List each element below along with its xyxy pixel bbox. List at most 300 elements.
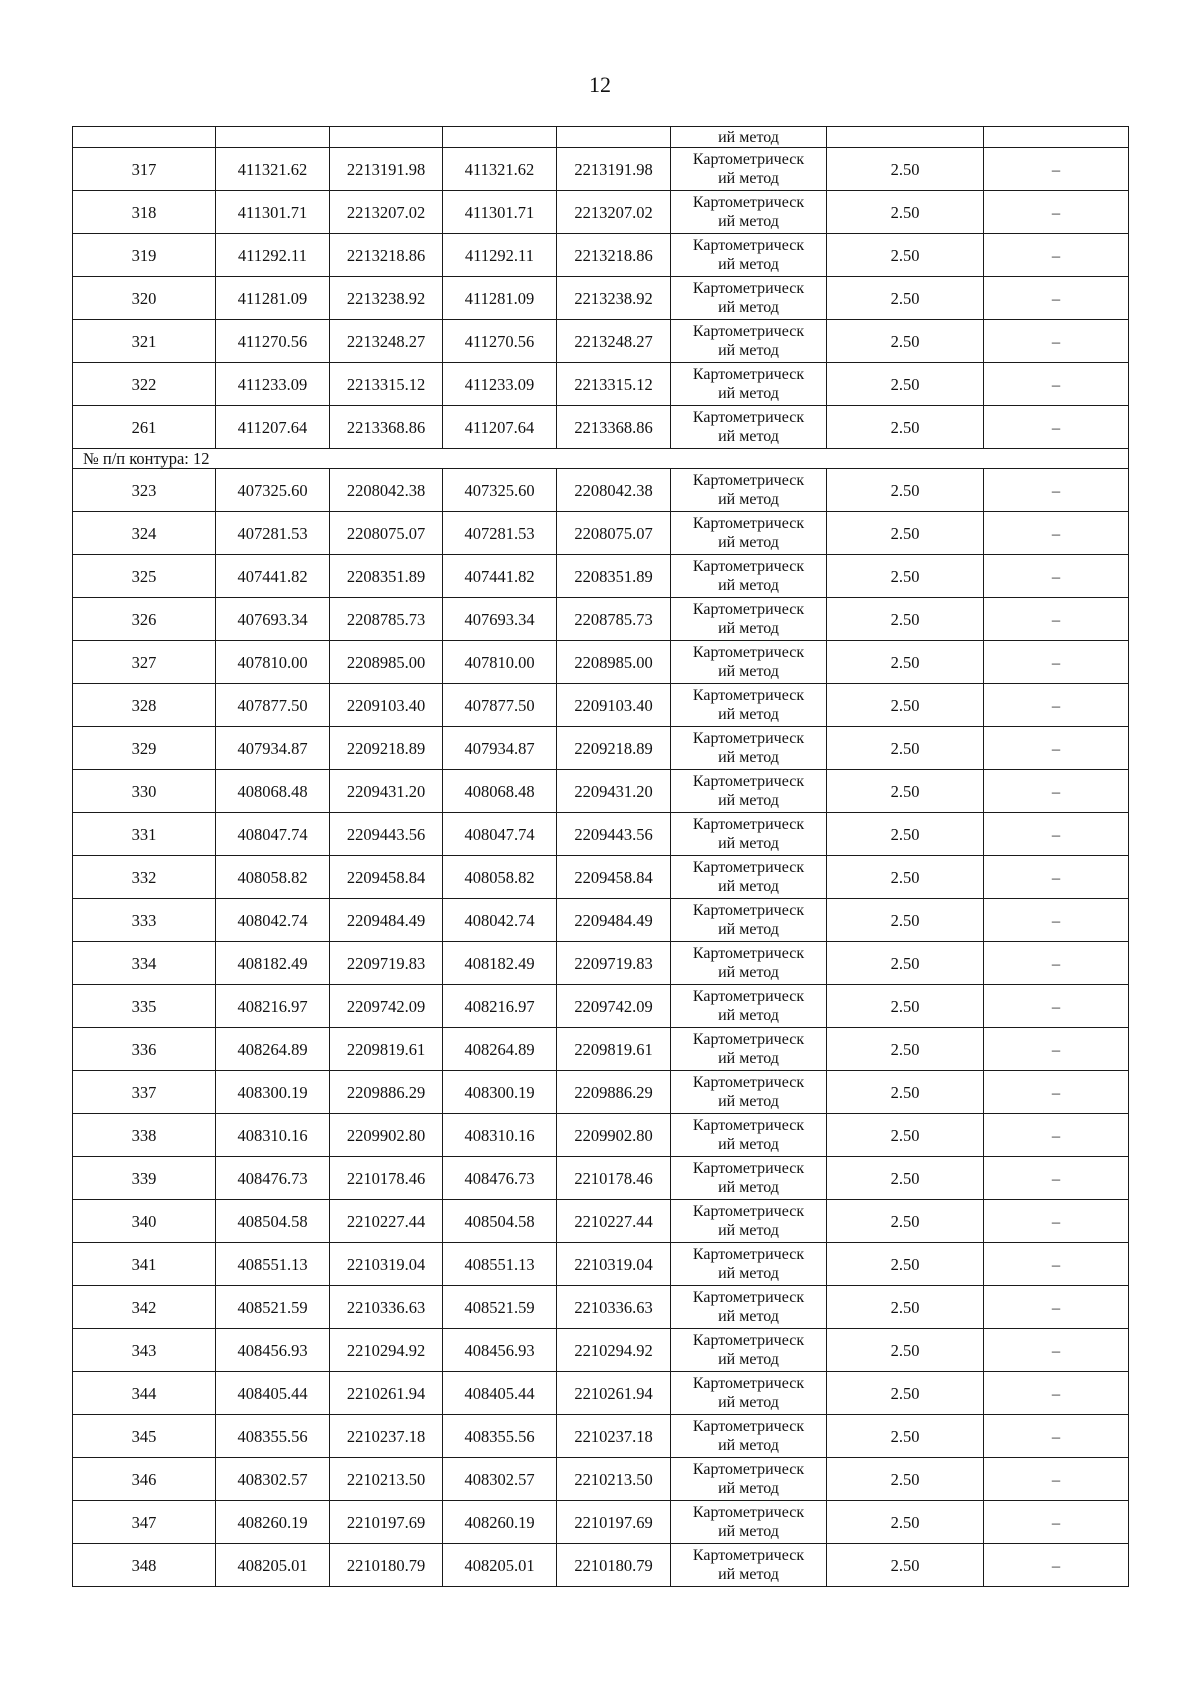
method-line-2: ий метод: [718, 878, 779, 895]
cell-y-existing: 2210237.18: [330, 1415, 443, 1458]
cell-method: [671, 942, 827, 985]
cell-x-existing: 408042.74: [216, 899, 330, 942]
cell-x-refined: 407934.87: [443, 727, 557, 770]
cell-x-refined: 408521.59: [443, 1286, 557, 1329]
cell-accuracy: 2.50: [827, 684, 984, 727]
method-line-2: ий метод: [718, 577, 779, 594]
cell-empty: [330, 127, 443, 148]
cell-accuracy: 2.50: [827, 942, 984, 985]
cell-y-refined: 2210227.44: [557, 1200, 671, 1243]
table-row: [73, 555, 1129, 598]
cell-accuracy: 2.50: [827, 1286, 984, 1329]
cell-accuracy: 2.50: [827, 469, 984, 512]
method-line-2: ий метод: [718, 792, 779, 809]
method-line-1: Картометрическ: [692, 280, 805, 297]
cell-method: [671, 1200, 827, 1243]
cell-point-number: 261: [73, 406, 216, 449]
table-row: [73, 512, 1129, 555]
cell-x-refined: 408355.56: [443, 1415, 557, 1458]
cell-x-existing: 408456.93: [216, 1329, 330, 1372]
method-line-2: ий метод: [718, 1136, 779, 1153]
cell-y-refined: 2213315.12: [557, 363, 671, 406]
method-line-2: ий метод: [718, 1351, 779, 1368]
cell-y-existing: 2210319.04: [330, 1243, 443, 1286]
cell-method: [671, 1157, 827, 1200]
cell-note: –: [984, 277, 1129, 320]
cell-note: –: [984, 641, 1129, 684]
cell-x-existing: 411321.62: [216, 148, 330, 191]
cell-y-refined: 2209431.20: [557, 770, 671, 813]
method-line-2: ий метод: [718, 342, 779, 359]
cell-point-number: 340: [73, 1200, 216, 1243]
cell-x-existing: 408355.56: [216, 1415, 330, 1458]
cell-note: –: [984, 234, 1129, 277]
cell-y-existing: 2209103.40: [330, 684, 443, 727]
cell-method: [671, 684, 827, 727]
cell-point-number: 337: [73, 1071, 216, 1114]
cell-point-number: 330: [73, 770, 216, 813]
method-line-1: Картометрическ: [692, 1160, 805, 1177]
cell-y-existing: 2209819.61: [330, 1028, 443, 1071]
cell-x-existing: 407934.87: [216, 727, 330, 770]
cell-method: [671, 1071, 827, 1114]
cell-x-refined: 407877.50: [443, 684, 557, 727]
cell-y-existing: 2208351.89: [330, 555, 443, 598]
cell-x-existing: 411281.09: [216, 277, 330, 320]
method-line-1: Картометрическ: [692, 773, 805, 790]
table-row: [73, 1200, 1129, 1243]
cell-method: [671, 1028, 827, 1071]
cell-accuracy: 2.50: [827, 363, 984, 406]
method-line-2: ий метод: [718, 1480, 779, 1497]
cell-y-existing: 2210227.44: [330, 1200, 443, 1243]
cell-x-refined: 408264.89: [443, 1028, 557, 1071]
method-line-2: ий метод: [718, 256, 779, 273]
cell-x-existing: 411292.11: [216, 234, 330, 277]
table-row: [73, 1243, 1129, 1286]
table-row: [73, 1501, 1129, 1544]
table-row: [73, 406, 1129, 449]
table-row: [73, 727, 1129, 770]
table-row: [73, 985, 1129, 1028]
cell-note: –: [984, 770, 1129, 813]
cell-y-refined: 2209218.89: [557, 727, 671, 770]
table-row: [73, 813, 1129, 856]
method-line-1: Картометрическ: [692, 237, 805, 254]
cell-x-existing: 408047.74: [216, 813, 330, 856]
method-line-2: ий метод: [718, 491, 779, 508]
cell-note: –: [984, 363, 1129, 406]
cell-note: –: [984, 942, 1129, 985]
table-row: [73, 234, 1129, 277]
cell-note: –: [984, 1028, 1129, 1071]
cell-method: [671, 641, 827, 684]
cell-point-number: 333: [73, 899, 216, 942]
cell-x-existing: 407325.60: [216, 469, 330, 512]
cell-y-existing: 2208075.07: [330, 512, 443, 555]
cell-x-refined: 407693.34: [443, 598, 557, 641]
method-line-1: Картометрическ: [692, 1246, 805, 1263]
cell-x-existing: 407810.00: [216, 641, 330, 684]
cell-method: [671, 813, 827, 856]
cell-accuracy: 2.50: [827, 1372, 984, 1415]
cell-accuracy: 2.50: [827, 899, 984, 942]
cell-accuracy: 2.50: [827, 512, 984, 555]
cell-y-existing: 2210294.92: [330, 1329, 443, 1372]
cell-point-number: 338: [73, 1114, 216, 1157]
cell-y-existing: 2209902.80: [330, 1114, 443, 1157]
cell-note: –: [984, 598, 1129, 641]
cell-x-refined: 408068.48: [443, 770, 557, 813]
cell-y-refined: 2213368.86: [557, 406, 671, 449]
cell-y-refined: 2209886.29: [557, 1071, 671, 1114]
table-row: [73, 598, 1129, 641]
cell-x-existing: 408476.73: [216, 1157, 330, 1200]
cell-note: –: [984, 1243, 1129, 1286]
cell-x-existing: 408405.44: [216, 1372, 330, 1415]
method-line-1: Картометрическ: [692, 558, 805, 575]
cell-point-number: 339: [73, 1157, 216, 1200]
cell-y-refined: 2209742.09: [557, 985, 671, 1028]
cell-y-existing: 2210178.46: [330, 1157, 443, 1200]
cell-y-refined: 2213191.98: [557, 148, 671, 191]
method-line-2: ий метод: [718, 385, 779, 402]
cell-accuracy: 2.50: [827, 191, 984, 234]
method-line-1: Картометрическ: [692, 687, 805, 704]
contour-header-row: [73, 449, 1129, 469]
table-row: [73, 899, 1129, 942]
method-line-1: Картометрическ: [692, 644, 805, 661]
cell-y-existing: 2208785.73: [330, 598, 443, 641]
cell-y-refined: 2208351.89: [557, 555, 671, 598]
cell-note: –: [984, 1114, 1129, 1157]
table-row: [73, 148, 1129, 191]
cell-x-refined: 411321.62: [443, 148, 557, 191]
cell-method-continued: ий метод: [671, 127, 827, 148]
cell-x-refined: 408456.93: [443, 1329, 557, 1372]
cell-note: –: [984, 512, 1129, 555]
cell-y-refined: 2208785.73: [557, 598, 671, 641]
cell-method: [671, 856, 827, 899]
cell-y-existing: 2210213.50: [330, 1458, 443, 1501]
cell-accuracy: 2.50: [827, 1157, 984, 1200]
table-row: [73, 1415, 1129, 1458]
cell-y-existing: 2213315.12: [330, 363, 443, 406]
cell-x-existing: 407441.82: [216, 555, 330, 598]
cell-point-number: 329: [73, 727, 216, 770]
table-row: [73, 641, 1129, 684]
contour-header: № п/п контура: 12: [73, 449, 1129, 469]
method-line-1: Картометрическ: [692, 1203, 805, 1220]
cell-note: –: [984, 1200, 1129, 1243]
cell-method: [671, 191, 827, 234]
table-row: [73, 363, 1129, 406]
cell-accuracy: 2.50: [827, 1458, 984, 1501]
cell-y-refined: 2209902.80: [557, 1114, 671, 1157]
cell-method: [671, 555, 827, 598]
method-line-1: Картометрическ: [692, 859, 805, 876]
cell-x-refined: 408182.49: [443, 942, 557, 985]
cell-accuracy: 2.50: [827, 277, 984, 320]
method-line-1: Картометрическ: [692, 515, 805, 532]
cell-method: [671, 985, 827, 1028]
cell-x-existing: 408551.13: [216, 1243, 330, 1286]
table-row: [73, 770, 1129, 813]
cell-x-existing: 408216.97: [216, 985, 330, 1028]
cell-x-existing: 408300.19: [216, 1071, 330, 1114]
cell-accuracy: 2.50: [827, 1243, 984, 1286]
cell-y-existing: 2209484.49: [330, 899, 443, 942]
cell-x-refined: 411270.56: [443, 320, 557, 363]
method-line-1: Картометрическ: [692, 1117, 805, 1134]
cell-point-number: 342: [73, 1286, 216, 1329]
cell-x-existing: 408058.82: [216, 856, 330, 899]
cell-accuracy: 2.50: [827, 1544, 984, 1587]
cell-x-existing: 408182.49: [216, 942, 330, 985]
table-row: [73, 191, 1129, 234]
table-row: [73, 1157, 1129, 1200]
cell-x-refined: 411281.09: [443, 277, 557, 320]
cell-point-number: 326: [73, 598, 216, 641]
cell-x-refined: 411233.09: [443, 363, 557, 406]
cell-point-number: 348: [73, 1544, 216, 1587]
cell-x-refined: 411207.64: [443, 406, 557, 449]
method-line-2: ий метод: [718, 170, 779, 187]
cell-y-refined: 2210336.63: [557, 1286, 671, 1329]
cell-accuracy: 2.50: [827, 641, 984, 684]
cell-method: [671, 469, 827, 512]
cell-point-number: 323: [73, 469, 216, 512]
cell-point-number: 334: [73, 942, 216, 985]
cell-empty: [73, 127, 216, 148]
cell-note: –: [984, 555, 1129, 598]
cell-x-refined: 408302.57: [443, 1458, 557, 1501]
method-line-1: Картометрическ: [692, 323, 805, 340]
cell-x-refined: 407810.00: [443, 641, 557, 684]
cell-note: –: [984, 148, 1129, 191]
cell-x-existing: 411233.09: [216, 363, 330, 406]
method-line-1: Картометрическ: [692, 151, 805, 168]
cell-x-refined: 408551.13: [443, 1243, 557, 1286]
cell-method: [671, 512, 827, 555]
cell-accuracy: 2.50: [827, 1200, 984, 1243]
cell-note: –: [984, 899, 1129, 942]
cell-point-number: 343: [73, 1329, 216, 1372]
table-row: [73, 856, 1129, 899]
cell-note: –: [984, 1157, 1129, 1200]
cell-method: [671, 363, 827, 406]
cell-y-existing: 2213238.92: [330, 277, 443, 320]
method-line-1: Картометрическ: [692, 1461, 805, 1478]
method-line-1: Картометрическ: [692, 816, 805, 833]
cell-y-refined: 2208042.38: [557, 469, 671, 512]
cell-x-refined: 407441.82: [443, 555, 557, 598]
cell-y-refined: 2210319.04: [557, 1243, 671, 1286]
table-row: [73, 1028, 1129, 1071]
table-row: [73, 942, 1129, 985]
cell-note: –: [984, 813, 1129, 856]
table-body: [73, 127, 1129, 1587]
cell-y-refined: 2210180.79: [557, 1544, 671, 1587]
method-line-1: Картометрическ: [692, 730, 805, 747]
cell-point-number: 318: [73, 191, 216, 234]
method-line-2: ий метод: [718, 534, 779, 551]
table-row: [73, 684, 1129, 727]
cell-note: –: [984, 469, 1129, 512]
cell-point-number: 317: [73, 148, 216, 191]
cell-method: [671, 770, 827, 813]
method-line-1: Картометрическ: [692, 1418, 805, 1435]
coordinates-table: [72, 126, 1129, 1587]
cell-x-existing: 408260.19: [216, 1501, 330, 1544]
method-line-1: Картометрическ: [692, 366, 805, 383]
table-row: [73, 277, 1129, 320]
cell-x-refined: 408216.97: [443, 985, 557, 1028]
cell-x-existing: 408264.89: [216, 1028, 330, 1071]
cell-x-refined: 407281.53: [443, 512, 557, 555]
cell-note: –: [984, 191, 1129, 234]
cell-x-refined: 408310.16: [443, 1114, 557, 1157]
cell-accuracy: 2.50: [827, 320, 984, 363]
method-line-2: ий метод: [718, 1394, 779, 1411]
cell-x-existing: 407693.34: [216, 598, 330, 641]
table-row: [73, 1114, 1129, 1157]
cell-accuracy: 2.50: [827, 406, 984, 449]
cell-method: [671, 1415, 827, 1458]
cell-y-refined: 2209719.83: [557, 942, 671, 985]
cell-y-existing: 2210180.79: [330, 1544, 443, 1587]
cell-y-refined: 2213207.02: [557, 191, 671, 234]
method-line-2: ий метод: [718, 1308, 779, 1325]
method-line-2: ий метод: [718, 964, 779, 981]
cell-y-existing: 2208985.00: [330, 641, 443, 684]
cell-note: –: [984, 1286, 1129, 1329]
cell-y-refined: 2209458.84: [557, 856, 671, 899]
method-line-1: Картометрическ: [692, 1332, 805, 1349]
table-row: [73, 469, 1129, 512]
cell-y-refined: 2210294.92: [557, 1329, 671, 1372]
cell-point-number: 319: [73, 234, 216, 277]
cell-note: –: [984, 727, 1129, 770]
method-line-2: ий метод: [718, 1222, 779, 1239]
cell-note: –: [984, 684, 1129, 727]
cell-point-number: 327: [73, 641, 216, 684]
cell-method: [671, 1544, 827, 1587]
cell-note: –: [984, 1458, 1129, 1501]
cell-y-existing: 2213191.98: [330, 148, 443, 191]
cell-note: –: [984, 985, 1129, 1028]
method-line-1: Картометрическ: [692, 1504, 805, 1521]
cell-y-existing: 2209886.29: [330, 1071, 443, 1114]
cell-method: [671, 234, 827, 277]
cell-y-refined: 2210178.46: [557, 1157, 671, 1200]
table-row: [73, 1458, 1129, 1501]
cell-accuracy: 2.50: [827, 1071, 984, 1114]
cell-point-number: 346: [73, 1458, 216, 1501]
method-line-2: ий метод: [718, 620, 779, 637]
cell-y-refined: 2209484.49: [557, 899, 671, 942]
cell-method: [671, 1372, 827, 1415]
cell-accuracy: 2.50: [827, 727, 984, 770]
cell-y-refined: 2208985.00: [557, 641, 671, 684]
table-row: [73, 1372, 1129, 1415]
cell-accuracy: 2.50: [827, 1501, 984, 1544]
cell-accuracy: 2.50: [827, 985, 984, 1028]
cell-y-existing: 2213368.86: [330, 406, 443, 449]
method-line-1: Картометрическ: [692, 945, 805, 962]
cell-y-refined: 2208075.07: [557, 512, 671, 555]
cell-x-existing: 411207.64: [216, 406, 330, 449]
cell-point-number: 335: [73, 985, 216, 1028]
cell-y-refined: 2210213.50: [557, 1458, 671, 1501]
cell-point-number: 344: [73, 1372, 216, 1415]
cell-point-number: 320: [73, 277, 216, 320]
method-line-1: Картометрическ: [692, 988, 805, 1005]
cell-y-existing: 2209443.56: [330, 813, 443, 856]
cell-point-number: 336: [73, 1028, 216, 1071]
cell-point-number: 345: [73, 1415, 216, 1458]
cell-empty: [984, 127, 1129, 148]
cell-y-existing: 2209218.89: [330, 727, 443, 770]
cell-x-existing: 408205.01: [216, 1544, 330, 1587]
cell-y-existing: 2213207.02: [330, 191, 443, 234]
table-row: [73, 1071, 1129, 1114]
cell-x-existing: 408504.58: [216, 1200, 330, 1243]
cell-x-refined: 407325.60: [443, 469, 557, 512]
cell-x-refined: 411301.71: [443, 191, 557, 234]
cell-note: –: [984, 1372, 1129, 1415]
table-row: [73, 320, 1129, 363]
method-line-1: Картометрическ: [692, 472, 805, 489]
method-line-2: ий метод: [718, 921, 779, 938]
method-line-2: ий метод: [718, 706, 779, 723]
cell-y-existing: 2209431.20: [330, 770, 443, 813]
method-line-1: Картометрическ: [692, 601, 805, 618]
cell-point-number: 331: [73, 813, 216, 856]
cell-y-existing: 2210261.94: [330, 1372, 443, 1415]
cell-method: [671, 899, 827, 942]
cell-x-existing: 407281.53: [216, 512, 330, 555]
cell-method: [671, 727, 827, 770]
method-line-1: Картометрическ: [692, 902, 805, 919]
cell-accuracy: 2.50: [827, 856, 984, 899]
method-line-2: ий метод: [718, 1093, 779, 1110]
cell-note: –: [984, 856, 1129, 899]
cell-empty: [443, 127, 557, 148]
cell-method: [671, 1501, 827, 1544]
cell-y-refined: 2209819.61: [557, 1028, 671, 1071]
cell-note: –: [984, 320, 1129, 363]
cell-accuracy: 2.50: [827, 770, 984, 813]
cell-y-refined: 2209443.56: [557, 813, 671, 856]
cell-point-number: 325: [73, 555, 216, 598]
method-line-2: ий метод: [718, 213, 779, 230]
method-line-1: Картометрическ: [692, 1547, 805, 1564]
cell-x-refined: 408405.44: [443, 1372, 557, 1415]
cell-method: [671, 406, 827, 449]
method-line-1: Картометрическ: [692, 1031, 805, 1048]
cell-y-existing: 2209742.09: [330, 985, 443, 1028]
method-line-2: ий метод: [718, 1523, 779, 1540]
cell-note: –: [984, 1544, 1129, 1587]
cell-note: –: [984, 1415, 1129, 1458]
cell-accuracy: 2.50: [827, 1028, 984, 1071]
cell-y-refined: 2210197.69: [557, 1501, 671, 1544]
cell-method: [671, 277, 827, 320]
cell-method: [671, 1114, 827, 1157]
cell-x-refined: 408260.19: [443, 1501, 557, 1544]
method-line-1: Картометрическ: [692, 1289, 805, 1306]
